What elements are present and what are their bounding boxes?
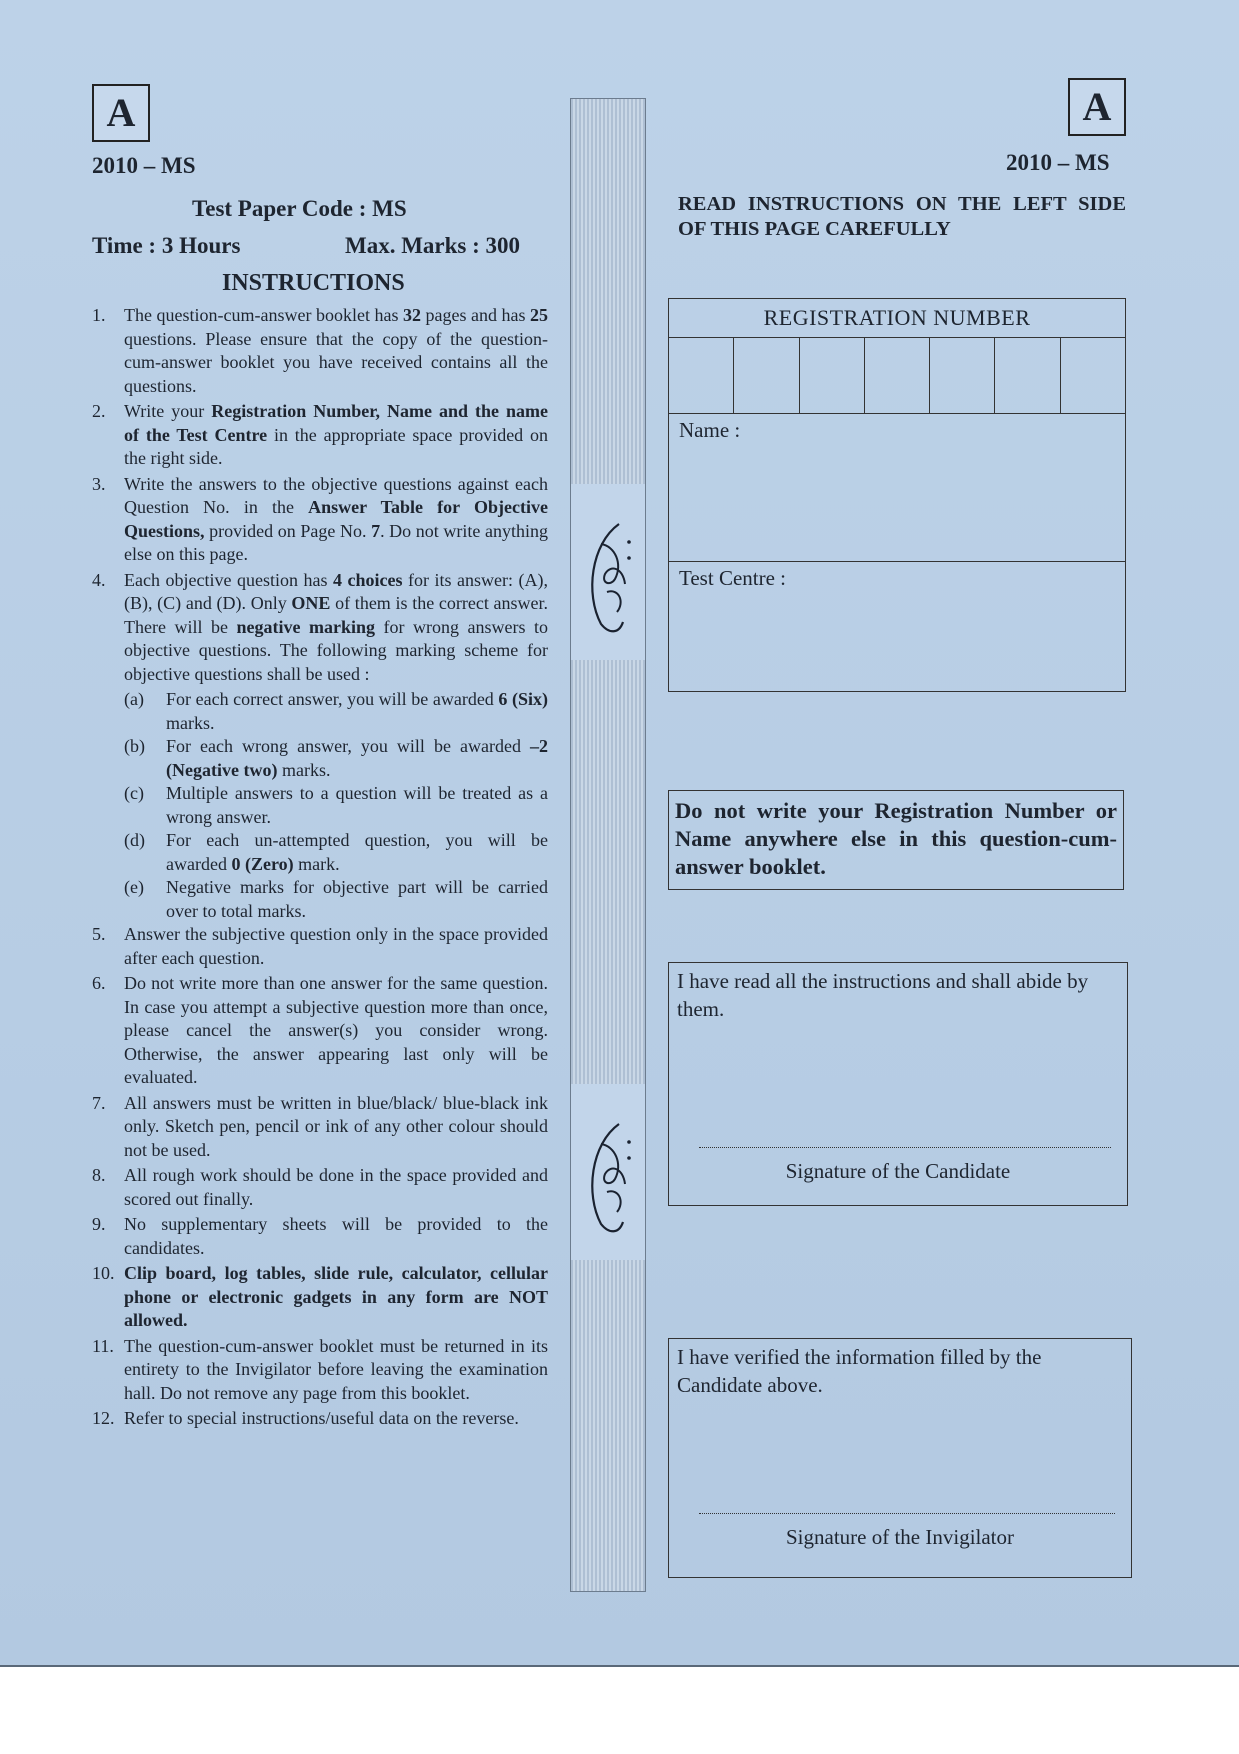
item-number: 8.	[92, 1165, 106, 1185]
instruction-item	[92, 972, 548, 1090]
item-text: For each un-attempted question, you will be awarded	[166, 830, 548, 874]
item-text-bold: –2 (Negative two)	[166, 736, 548, 780]
item-text: questions. Please ensure that the copy of the question-cum-answer booklet you have received contains all the questions.	[124, 328, 548, 396]
item-text: For each correct answer, you will be awarded	[166, 689, 499, 709]
instruction-item	[92, 569, 548, 687]
read-instructions-note: READ INSTRUCTIONS ON THE LEFT SIDE OF THIS PAGE CAREFULLY	[678, 193, 1126, 240]
instructions-list	[92, 304, 548, 1433]
item-text: for wrong answers to objective questions. The following marking scheme for objective questions shall be used :	[124, 616, 548, 684]
registration-title: REGISTRATION NUMBER	[669, 299, 1125, 338]
instruction-item	[92, 1407, 548, 1431]
subitem-label: (e)	[124, 877, 144, 897]
item-text: The question-cum-answer booklet has	[124, 305, 403, 325]
item-text: marks.	[277, 759, 331, 780]
instruction-item	[92, 923, 548, 970]
set-letter-box-right: A	[1068, 78, 1126, 136]
item-text: Answer the subjective question only in the space provided after each question.	[124, 924, 548, 968]
item-text-bold: 7	[371, 520, 381, 541]
item-number: 5.	[92, 924, 106, 944]
item-text: The question-cum-answer booklet must be returned in its entirety to the Invigilator before leaving the examination hall. Do not remove any page from this booklet.	[124, 1335, 548, 1403]
subitem-label: (c)	[124, 783, 144, 803]
item-number: 2.	[92, 401, 106, 421]
registration-digit-cell[interactable]	[995, 338, 1060, 413]
registration-digit-cell[interactable]	[800, 338, 865, 413]
subitem-label: (a)	[124, 689, 144, 709]
registration-form	[668, 298, 1126, 692]
subitem-label: (b)	[124, 736, 145, 756]
candidate-signature-label: Signature of the Candidate	[785, 1159, 1011, 1183]
item-text-bold: negative marking	[236, 616, 375, 637]
item-text: For each wrong answer, you will be awarded	[166, 736, 530, 756]
item-text-bold: ONE	[291, 593, 331, 613]
instruction-subitem	[124, 688, 548, 735]
item-text: Multiple answers to a question will be treated as a wrong answer.	[166, 783, 548, 827]
warning-notice: Do not write your Registration Number or Name anywhere else in this question-cum-answer booklet.	[668, 790, 1124, 890]
instruction-item	[92, 1335, 548, 1406]
item-text-bold: 6 (Six)	[498, 689, 549, 709]
registration-digit-cell[interactable]	[865, 338, 930, 413]
instruction-item	[92, 473, 548, 567]
invigilator-declaration-box	[668, 1338, 1132, 1578]
item-number: 3.	[92, 473, 106, 494]
instruction-item	[92, 304, 548, 398]
item-text-bold: 25	[530, 305, 549, 325]
subitem-label: (d)	[124, 830, 145, 850]
binding-strip	[570, 98, 646, 1592]
item-text: marks.	[166, 712, 215, 733]
item-number: 12.	[92, 1408, 115, 1428]
item-text: mark.	[293, 853, 340, 874]
max-marks: Max. Marks : 300	[345, 233, 521, 258]
time-allowed: Time : 3 Hours	[92, 233, 241, 258]
item-number: 10.	[92, 1263, 115, 1283]
initials-signature-icon	[571, 1084, 645, 1260]
item-text: of them is the correct answer. There will be	[124, 593, 549, 637]
item-text: provided on Page No.	[204, 520, 372, 541]
instruction-subitem	[124, 876, 548, 923]
item-text: All rough work should be done in the space provided and scored out finally.	[124, 1165, 548, 1209]
instruction-item	[92, 1092, 548, 1163]
test-centre-field[interactable]	[669, 562, 1125, 691]
registration-number-cells[interactable]	[669, 338, 1125, 414]
registration-digit-cell[interactable]	[1061, 338, 1125, 413]
name-label: Name :	[679, 418, 741, 442]
candidate-signature-line[interactable]	[699, 1147, 1111, 1148]
test-paper-code: Test Paper Code : MS	[192, 196, 407, 221]
item-text: . Do not write anything else on this page.	[124, 520, 548, 564]
instructions-heading: INSTRUCTIONS	[222, 270, 405, 296]
set-letter-box-left: A	[92, 84, 150, 142]
test-centre-label: Test Centre :	[679, 566, 786, 590]
item-number: 1.	[92, 305, 106, 325]
item-text: for its answer: (A), (B), (C) and (D). Only	[124, 569, 548, 613]
item-text: pages and has	[420, 305, 531, 325]
paper-code-left: 2010 – MS	[92, 153, 196, 178]
registration-digit-cell[interactable]	[669, 338, 734, 413]
registration-digit-cell[interactable]	[734, 338, 799, 413]
instruction-subitem	[124, 829, 548, 876]
instruction-item	[92, 1164, 548, 1211]
item-text: Negative marks for objective part will be carried over to total marks.	[166, 877, 548, 921]
item-text-bold: 0 (Zero)	[231, 853, 294, 874]
item-text: Each objective question has	[124, 569, 333, 590]
candidate-declaration-box	[668, 962, 1128, 1206]
instruction-item	[92, 400, 548, 471]
item-text: in the appropriate space provided on the right side.	[124, 424, 549, 468]
item-text-bold: 32	[402, 305, 421, 325]
item-text: No supplementary sheets will be provided to the candidates.	[124, 1214, 548, 1258]
item-number: 7.	[92, 1092, 106, 1113]
instruction-item	[92, 1213, 548, 1260]
item-number: 9.	[92, 1214, 106, 1234]
item-text-bold: Registration Number, Name and the name of the Test Centre	[124, 401, 548, 445]
item-text: Write your	[124, 401, 212, 421]
instruction-subitem	[124, 782, 548, 829]
candidate-declaration-text: I have read all the instructions and shall abide by them.	[677, 969, 1089, 1021]
initials-signature-icon	[571, 484, 645, 660]
name-field[interactable]	[669, 414, 1125, 562]
item-number: 6.	[92, 973, 106, 993]
item-number: 4.	[92, 569, 106, 590]
item-text: Do not write more than one answer for the same question. In case you attempt a subjective question more than once, please cancel the answer(s) you consider wrong. Otherwise, the answer appearing last only will be evaluated.	[124, 973, 548, 1087]
registration-digit-cell[interactable]	[930, 338, 995, 413]
instruction-item	[92, 1262, 548, 1333]
paper-code-right: 2010 – MS	[1006, 150, 1110, 175]
item-text: All answers must be written in blue/black/ blue-black ink only. Sketch pen, pencil or ink of any other colour should not be used.	[124, 1092, 548, 1160]
invigilator-signature-label: Signature of the Invigilator	[785, 1525, 1015, 1549]
item-text: Refer to special instructions/useful data on the reverse.	[124, 1408, 519, 1428]
item-number: 11.	[92, 1335, 114, 1356]
item-text-bold: Clip board, log tables, slide rule, calculator, cellular phone or electronic gadgets in any form are NOT allowed.	[124, 1263, 548, 1330]
item-text-bold: 4 choices	[332, 569, 403, 590]
instruction-subitem	[124, 735, 548, 782]
invigilator-signature-line[interactable]	[699, 1513, 1115, 1514]
item-text: Write the answers to the objective questions against each Question No. in the	[124, 473, 548, 517]
invigilator-declaration-text: I have verified the information filled by the Candidate above.	[677, 1345, 1042, 1397]
item-text-bold: Answer Table for Objective Questions,	[124, 497, 548, 541]
